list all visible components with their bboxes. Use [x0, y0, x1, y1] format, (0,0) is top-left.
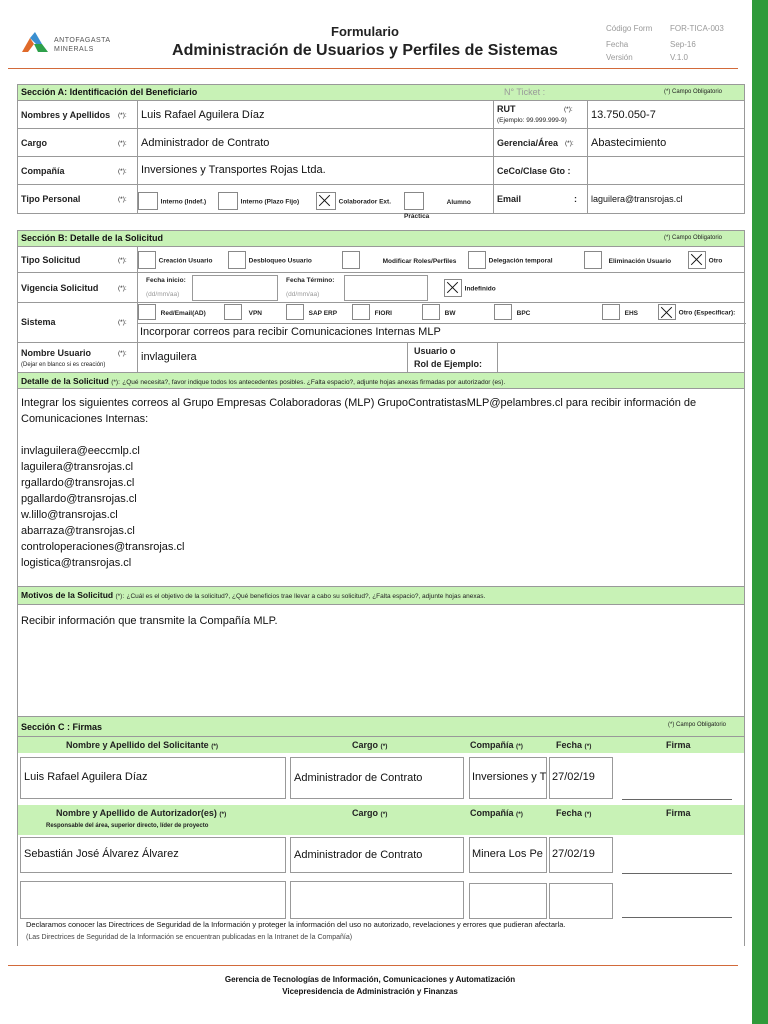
tipo-otro[interactable]: Otro: [688, 251, 722, 269]
fecha-header-2: Fecha (*): [556, 808, 592, 818]
autorizador-compania-field[interactable]: Minera Los Pe: [469, 837, 547, 873]
correo-item: w.lillo@transrojas.cl: [21, 509, 118, 521]
section-c-bar: [18, 717, 744, 737]
cargo-label: Cargo: [21, 138, 48, 148]
tipo-option-interno-plazo[interactable]: Interno (Plazo Fijo): [218, 192, 299, 210]
row-tipo-solicitud: [18, 247, 744, 273]
checkbox-icon[interactable]: [468, 251, 486, 269]
row-cargo: [18, 129, 744, 157]
req-mark: (*):: [118, 285, 127, 292]
nombre-usuario-hint: (Dejar en blanco si es creación): [21, 362, 106, 368]
fecha-inicio-input[interactable]: [192, 275, 278, 301]
email-value[interactable]: laguilera@transrojas.cl: [591, 194, 683, 204]
checkbox-icon[interactable]: [342, 251, 360, 269]
form-label: Formulario: [331, 24, 399, 39]
ticket-label: N° Ticket :: [504, 87, 546, 97]
detalle-bar: [18, 373, 744, 389]
motivos-value: Recibir información que transmite la Compañía MLP.: [21, 615, 278, 627]
cargo-value[interactable]: Administrador de Contrato: [141, 137, 270, 149]
checkbox-icon[interactable]: [422, 304, 440, 320]
tipo-eliminacion[interactable]: Eliminación Usuario: [584, 251, 671, 269]
checkbox-icon[interactable]: [494, 304, 512, 320]
correo-item: abarraza@transrojas.cl: [21, 525, 135, 537]
section-b-bar: [18, 231, 744, 247]
nombres-value[interactable]: Luis Rafael Aguilera Díaz: [141, 109, 265, 121]
checkbox-icon[interactable]: [138, 251, 156, 269]
autorizador-fecha-field[interactable]: 27/02/19: [549, 837, 613, 873]
row-sistema: [18, 303, 744, 343]
cargo-header: Cargo (*): [352, 740, 388, 750]
tipo-desbloqueo[interactable]: Desbloqueo Usuario: [228, 251, 312, 269]
autorizador-header-row: [18, 805, 744, 835]
fecha-inicio-label: Fecha inicio:: [146, 277, 186, 284]
email-label: Email: [497, 194, 522, 204]
checkbox-icon[interactable]: [228, 251, 246, 269]
cargo-header-2: Cargo (*): [352, 808, 388, 818]
autorizador-hint: Responsable del área, superior directo, líder de proyecto: [46, 823, 209, 829]
motivos-bar: [18, 587, 744, 605]
compania-label: Compañía: [21, 166, 65, 176]
solicitante-cargo-field[interactable]: Administrador de Contrato: [290, 757, 464, 799]
footer-line2: Vicepresidencia de Administración y Finanzas: [282, 987, 458, 996]
usuario-rol-label2: Rol de Ejemplo:: [414, 359, 483, 369]
motivos-heading: Motivos de la Solicitud (*): ¿Cuál es el objetivo de la solicitud?, ¿Qué beneficios trae llevar a cabo su solicitud?, ¿Falta espacio?, adjunte hojas anexas.: [21, 590, 486, 600]
rut-hint: (Ejemplo: 99.999.999-9): [497, 117, 567, 124]
footer: [150, 974, 590, 998]
rut-value[interactable]: 13.750.050-7: [591, 109, 656, 121]
req-mark: (*):: [564, 106, 573, 113]
footer-line1: Gerencia de Tecnologías de Información, Comunicaciones y Automatización: [224, 975, 516, 984]
checkbox-icon[interactable]: [286, 304, 304, 320]
nombre-usuario-value[interactable]: invlaguilera: [141, 351, 197, 363]
checkbox-icon[interactable]: [138, 304, 156, 320]
required-note-b: (*) Campo Obligatorio: [664, 235, 723, 241]
sistema-fiori[interactable]: FIORI: [352, 304, 392, 320]
checkbox-checked-icon[interactable]: [444, 279, 462, 297]
header-divider: [8, 68, 738, 69]
correo-item: invlaguilera@eeccmlp.cl: [21, 445, 140, 457]
sistema-label: Sistema: [21, 317, 56, 327]
declaracion-note: (Las Directrices de Seguridad de la Información se encuentran publicadas en la Intranet de la Compañía): [26, 934, 353, 941]
form-meta: [606, 24, 746, 66]
checkbox-icon[interactable]: [404, 192, 424, 210]
section-b: [17, 230, 745, 728]
checkbox-icon[interactable]: [602, 304, 620, 320]
fecha-termino-hint: (dd/mm/aa): [286, 291, 320, 298]
meta-code-label: Código Form: [606, 24, 653, 33]
row-compania: [18, 157, 744, 185]
tipo-personal-label: Tipo Personal: [21, 194, 81, 204]
logo-line1: ANTOFAGASTA: [54, 37, 111, 44]
gerencia-label: Gerencia/Área: [497, 138, 559, 148]
compania-header: Compañía (*): [470, 740, 523, 750]
usuario-rol-value[interactable]: [498, 343, 746, 372]
autorizador2-fecha-field[interactable]: [549, 883, 613, 919]
meta-code-value: FOR-TICA-003: [670, 24, 724, 33]
autorizador-header: Nombre y Apellido de Autorizador(es) (*): [56, 808, 227, 818]
req-mark: (*):: [118, 350, 127, 357]
vigencia-label: Vigencia Solicitud: [21, 283, 99, 293]
section-b-title: Sección B: Detalle de la Solicitud: [21, 233, 164, 243]
firma-header-2: Firma: [666, 808, 691, 818]
compania-value[interactable]: Inversiones y Transportes Rojas Ltda.: [141, 164, 326, 176]
indefinido-option[interactable]: Indefinido: [444, 279, 496, 297]
meta-version-label: Versión: [606, 53, 633, 62]
correo-item: laguilera@transrojas.cl: [21, 461, 134, 473]
correo-item: logistica@transrojas.cl: [21, 557, 132, 569]
logo-icon: [20, 30, 50, 56]
usuario-rol-label1: Usuario o: [414, 346, 456, 356]
side-strip: [752, 0, 768, 1024]
correo-item: pgallardo@transrojas.cl: [21, 493, 137, 505]
checkbox-checked-icon[interactable]: [658, 304, 676, 320]
req-mark: (*):: [118, 140, 127, 147]
sistema-sap[interactable]: SAP ERP: [286, 304, 337, 320]
row-nombre-usuario: [18, 343, 744, 373]
detalle-body[interactable]: [18, 389, 744, 587]
correo-item: rgallardo@transrojas.cl: [21, 477, 135, 489]
logo-line2: MINERALS: [54, 46, 94, 53]
firma-header: Firma: [666, 740, 691, 750]
section-c: [17, 716, 745, 946]
autorizador2-firma-line[interactable]: [622, 917, 732, 918]
required-note-c: (*) Campo Obligatorio: [668, 722, 727, 728]
checkbox-checked-icon[interactable]: [316, 192, 336, 210]
checkbox-icon[interactable]: [224, 304, 242, 320]
section-a-bar: [18, 85, 744, 101]
sistema-otro[interactable]: Otro (Especificar):: [658, 304, 735, 320]
rut-label: RUT: [497, 104, 516, 114]
checkbox-icon[interactable]: [218, 192, 238, 210]
compania-header-2: Compañía (*): [470, 808, 523, 818]
fecha-termino-label: Fecha Término:: [286, 277, 335, 284]
footer-divider: [8, 965, 738, 966]
section-a-title: Sección A: Identificación del Beneficiario: [21, 87, 198, 97]
tipo-solicitud-label: Tipo Solicitud: [21, 255, 81, 265]
autorizador-cargo-field[interactable]: Administrador de Contrato: [290, 837, 464, 873]
checkbox-checked-icon[interactable]: [688, 251, 706, 269]
declaracion-text: Declaramos conocer las Directrices de Seguridad de la Información y proteger la información del uso no autorizado, revelaciones y errores que pudieran afectarla.: [26, 920, 566, 929]
row-vigencia: [18, 273, 744, 303]
nombres-label: Nombres y Apellidos: [21, 110, 111, 120]
meta-date-value: Sep-16: [670, 40, 696, 49]
section-c-title: Sección C : Firmas: [21, 722, 103, 732]
solicitante-fecha-field[interactable]: 27/02/19: [549, 757, 613, 799]
tipo-solicitud-options: [138, 247, 746, 272]
sistema-vpn[interactable]: VPN: [224, 304, 262, 320]
gerencia-value[interactable]: Abastecimiento: [591, 137, 667, 149]
solicitante-compania-field[interactable]: Inversiones y T: [469, 757, 547, 799]
autorizador2-cargo-field[interactable]: [290, 881, 464, 919]
tipo-modificar[interactable]: Modificar Roles/Perfiles: [342, 251, 456, 269]
row-tipo-personal: Tipo Personal (*): Interno (Indef.) Interno (Plazo Fijo) Colaborador Ext. Alumno Práctica Email : laguilera@transrojas.cl: [18, 185, 744, 214]
req-mark: (*):: [118, 257, 127, 264]
req-mark: (*):: [118, 196, 127, 203]
autorizador2-nombre-field[interactable]: [20, 881, 286, 919]
tipo-option-colaborador[interactable]: Colaborador Ext.: [316, 192, 391, 210]
autorizador-nombre-field[interactable]: Sebastián José Álvarez Álvarez: [20, 837, 286, 873]
correo-item: controloperaciones@transrojas.cl: [21, 541, 185, 553]
checkbox-icon[interactable]: [138, 192, 158, 210]
fecha-termino-input[interactable]: [344, 275, 428, 301]
page-title: Administración de Usuarios y Perfiles de Sistemas: [172, 42, 558, 59]
detalle-intro: Integrar los siguientes correos al Grupo Empresas Colaboradoras (MLP) GrupoContratistasMLP@pelambres.cl para recibir información de Comunicaciones Internas:: [21, 397, 697, 425]
sistema-ehs[interactable]: EHS: [602, 304, 638, 320]
section-a: [17, 84, 745, 220]
detalle-heading: Detalle de la Solicitud (*): ¿Qué necesita?, favor indique todos los antecedentes posibles. ¿Falta espacio?, adjunte hojas anexas firmadas por autorizador (es).: [21, 376, 506, 386]
sistema-otro-value[interactable]: Incorporar correos para recibir Comunicaciones Internas MLP: [140, 326, 441, 338]
solicitante-nombre-field[interactable]: Luis Rafael Aguilera Díaz: [20, 757, 286, 799]
solicitante-header-row: [18, 737, 744, 753]
sistema-bw[interactable]: BW: [422, 304, 455, 320]
tipo-option-interno-indef[interactable]: Interno (Indef.): [138, 192, 206, 210]
solicitante-header: Nombre y Apellido del Solicitante (*): [66, 740, 219, 750]
required-note-a: (*) Campo Obligatorio: [664, 89, 723, 95]
tipo-creacion[interactable]: Creación Usuario: [138, 251, 212, 269]
req-mark: (*):: [118, 168, 127, 175]
sistema-bpc[interactable]: BPC: [494, 304, 530, 320]
fecha-inicio-hint: (dd/mm/aa): [146, 291, 180, 298]
autorizador-firma-line[interactable]: [622, 873, 732, 874]
motivos-body[interactable]: [18, 605, 744, 728]
tipo-option-alumno[interactable]: Alumno Práctica: [404, 192, 493, 221]
company-logo: [20, 28, 140, 58]
req-mark: (*):: [118, 112, 127, 119]
checkbox-icon[interactable]: [584, 251, 602, 269]
checkbox-icon[interactable]: [352, 304, 370, 320]
ceco-value[interactable]: [588, 157, 746, 184]
sistema-red[interactable]: Red/Email(AD): [138, 304, 206, 320]
req-mark: (*):: [118, 319, 127, 326]
meta-version-value: V.1.0: [670, 53, 688, 62]
row-nombres: [18, 101, 744, 129]
autorizador2-compania-field[interactable]: [469, 883, 547, 919]
nombre-usuario-label: Nombre Usuario: [21, 348, 92, 358]
meta-date-label: Fecha: [606, 40, 629, 49]
tipo-delegacion[interactable]: Delegación temporal: [468, 251, 553, 269]
fecha-header: Fecha (*): [556, 740, 592, 750]
solicitante-firma-line[interactable]: [622, 799, 732, 800]
ceco-label: CeCo/Clase Gto :: [497, 166, 571, 176]
req-mark: (*):: [565, 140, 574, 147]
